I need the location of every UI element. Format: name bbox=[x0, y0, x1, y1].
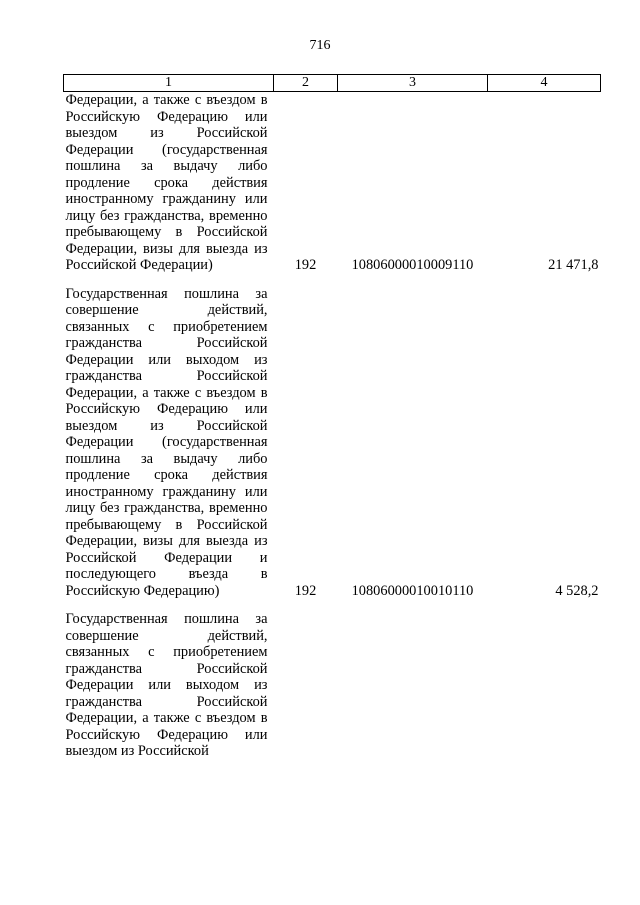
admin-code-cell: 192 bbox=[294, 257, 317, 273]
table-row bbox=[64, 286, 601, 612]
budget-code-cell: 10806000010009110 bbox=[351, 257, 474, 273]
page-number: 716 bbox=[309, 38, 331, 53]
amount-cell: 4 528,2 bbox=[555, 582, 599, 599]
column-header-1: 1 bbox=[64, 75, 274, 92]
budget-code-cell: 10806000010010110 bbox=[351, 582, 474, 599]
table-row bbox=[64, 92, 601, 286]
column-header-3: 3 bbox=[338, 75, 488, 92]
admin-code-cell: 192 bbox=[294, 582, 317, 599]
amount-cell: 21 471,8 bbox=[548, 257, 599, 273]
amount-cell bbox=[488, 611, 601, 760]
table-header-row bbox=[64, 75, 601, 92]
budget-table bbox=[63, 74, 601, 760]
income-name-cell: Государственная пошлина за совершение действий, связанных с приобретением гражданства Российской Федерации или выходом из гражданства Российской Федерации, а также с въездом в Российскую Федерацию или выездом из Российской bbox=[65, 611, 268, 759]
budget-code-cell bbox=[338, 611, 488, 760]
admin-code-cell bbox=[274, 611, 338, 760]
table-row bbox=[64, 611, 601, 760]
column-header-2: 2 bbox=[274, 75, 338, 92]
income-name-cell: Государственная пошлина за совершение действий, связанных с приобретением гражданства Российской Федерации или выходом из гражданства Российской Федерации, а также с въездом в Российскую Федерацию или выездом из Российской Федерации (государственная пошлина за выдачу либо продление срока действия иностранному гражданину или лицу без гражданства, временно пребывающему в Российской Федерации, визы для выезда из Российской Федерации и последующего въезда в Российскую Федерацию) bbox=[65, 285, 268, 599]
column-header-4: 4 bbox=[488, 75, 601, 92]
income-name-cell: Федерации, а также с въездом в Российскую Федерацию или выездом из Российской Федерации (государственная пошлина за выдачу либо продление срока действия иностранному гражданину или лицу без гражданства, временно пребывающему в Российской Федерации, визы для выезда из Российской Федерации) bbox=[65, 92, 268, 273]
